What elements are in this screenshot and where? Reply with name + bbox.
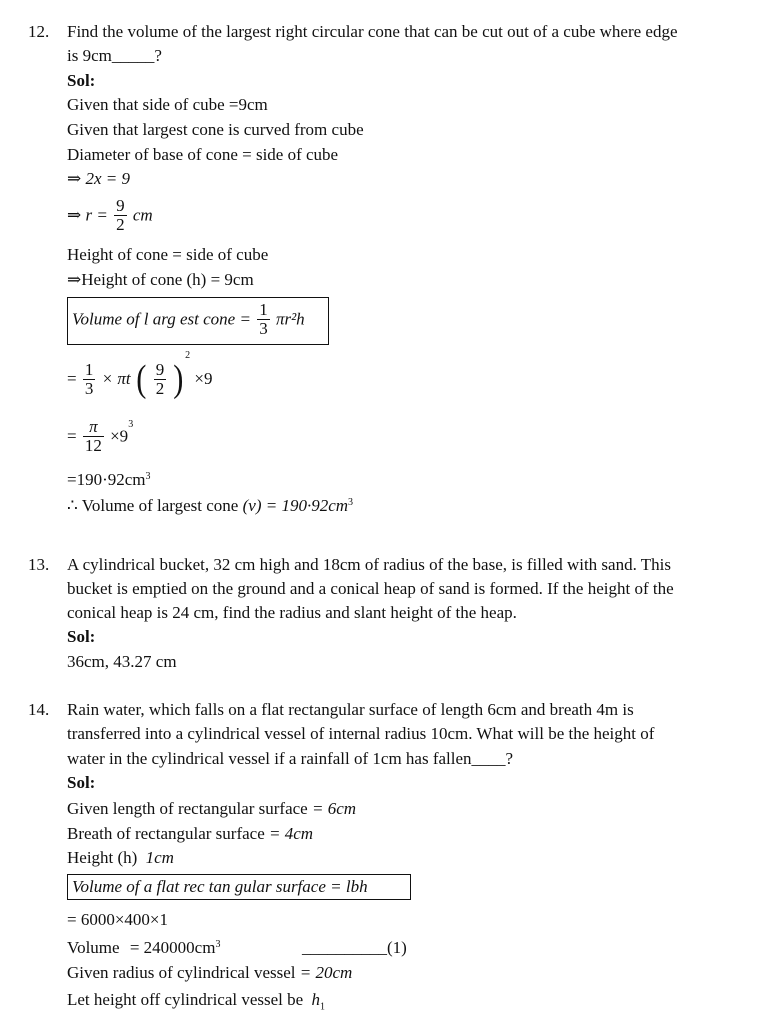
- q14-line3: water in the cylindrical vessel if a rainfall of 1cm has fallen____?: [67, 749, 514, 768]
- q14-line1: Rain water, which falls on a flat rectangular surface of length 6cm and breath 4m is: [67, 700, 634, 719]
- height-var: h: [311, 990, 320, 1009]
- final-a: ∴ Volume of largest cone: [67, 496, 239, 515]
- s2-num: π: [83, 418, 104, 437]
- q13-line3: conical heap is 24 cm, find the radius and slant height of the heap.: [67, 603, 517, 622]
- radius-value: = 20cm: [299, 963, 353, 982]
- s1-inner-fraction: [154, 361, 167, 398]
- box-fraction: [257, 301, 270, 338]
- q14-line2: transferred into a cylindrical vessel of internal radius 10cm. What will be the height of: [67, 724, 655, 743]
- q14-calc: = 6000×400×1: [67, 910, 169, 929]
- s2-den: 12: [84, 436, 102, 455]
- s1-inner-den: 2: [155, 378, 165, 398]
- s2-tail: ×9: [110, 426, 129, 446]
- g1-text: Given length of rectangular surface: [67, 799, 308, 818]
- q12-step3: [67, 470, 151, 490]
- q14-given-breath: [67, 824, 313, 844]
- q12-question-line2: is 9cm_____?: [67, 46, 162, 65]
- r-den: 2: [116, 215, 125, 234]
- q12-step2: [67, 418, 133, 455]
- final-b: (v) = 190·92cm: [242, 496, 349, 515]
- box-den: 3: [259, 319, 268, 338]
- final-exponent: 3: [348, 497, 354, 508]
- height-sub: 1: [319, 1001, 325, 1013]
- q14-height-line: [67, 990, 325, 1017]
- box-tail: πr²h: [275, 309, 305, 329]
- q12-number: 12.: [28, 22, 50, 41]
- q13-sol-label: Sol:: [67, 627, 96, 646]
- q14-volume-formula-box: [67, 874, 411, 900]
- s1-mid: × πt: [101, 369, 131, 388]
- g1-value: = 6cm: [311, 799, 357, 818]
- q12-radius-equation: [67, 197, 153, 234]
- q14-box-text: Volume of a flat rec tan gular surface = lbh: [72, 877, 368, 896]
- q12-line1: Given that side of cube =9cm: [67, 95, 268, 114]
- s1-inner-num: 9: [155, 359, 165, 379]
- s1-num: 1: [84, 359, 94, 379]
- r-num: 9: [116, 196, 125, 215]
- s1-prefix: =: [67, 369, 77, 388]
- vol-value: = 240000cm: [129, 938, 216, 957]
- s2-fraction: [83, 418, 104, 455]
- q12-final-answer: [67, 496, 353, 516]
- q12-line3: Diameter of base of cone = side of cube: [67, 145, 339, 164]
- q12-volume-formula-box: [67, 297, 329, 345]
- s1-fraction: [83, 361, 96, 398]
- q12-line2: Given that largest cone is curved from cube: [67, 120, 364, 139]
- vol-exponent: 3: [215, 939, 221, 950]
- right-paren: ): [173, 358, 184, 400]
- s2-prefix: =: [67, 426, 77, 446]
- radius-text: Given radius of cylindrical vessel: [67, 963, 296, 982]
- s3-text: =190·92cm: [67, 470, 146, 489]
- q12-line4: ⇒ 2x = 9: [67, 169, 131, 188]
- q13-number: 13.: [28, 555, 50, 574]
- g3-text: Height (h): [67, 848, 138, 867]
- left-paren: (: [136, 358, 147, 400]
- q13-line1: A cylindrical bucket, 32 cm high and 18cm of radius of the base, is filled with sand. This: [67, 555, 672, 574]
- q12-line6: Height of cone = side of cube: [67, 245, 269, 264]
- q13-line2: bucket is emptied on the ground and a conical heap of sand is formed. If the height of the: [67, 579, 674, 598]
- g2-value: = 4cm: [269, 824, 314, 843]
- r-prefix: ⇒ r =: [67, 205, 108, 225]
- q14-equation-ref: __________(1): [302, 938, 407, 957]
- s3-exponent: 3: [145, 471, 151, 482]
- s2-exponent: 3: [128, 419, 134, 430]
- vol-label: Volume: [67, 938, 120, 957]
- r-fraction: [114, 197, 127, 234]
- q13-answer: 36cm, 43.27 cm: [67, 652, 177, 671]
- q14-given-height: [67, 848, 174, 868]
- q12-question-line1: Find the volume of the largest right circular cone that can be cut out of a cube where edge: [67, 22, 678, 41]
- q12-step1: [67, 350, 213, 400]
- box-formula-text: Volume of l arg est cone =: [72, 309, 251, 329]
- q14-sol-label: Sol:: [67, 773, 96, 792]
- q14-volume-line: [67, 938, 220, 958]
- s1-den: 3: [84, 378, 94, 398]
- q12-sol-label: Sol:: [67, 71, 96, 90]
- s1-exponent: 2: [185, 350, 191, 361]
- r-unit: cm: [132, 205, 153, 225]
- s1-tail: ×9: [194, 369, 213, 388]
- g2-text: Breath of rectangular surface: [67, 824, 265, 843]
- g3-value: 1cm: [145, 848, 174, 867]
- q14-number: 14.: [28, 700, 50, 719]
- q12-line7: ⇒Height of cone (h) = 9cm: [67, 270, 254, 289]
- height-text: Let height off cylindrical vessel be: [67, 990, 304, 1009]
- q14-radius-line: [67, 963, 352, 983]
- q14-given-length: [67, 799, 356, 819]
- box-num: 1: [259, 300, 268, 319]
